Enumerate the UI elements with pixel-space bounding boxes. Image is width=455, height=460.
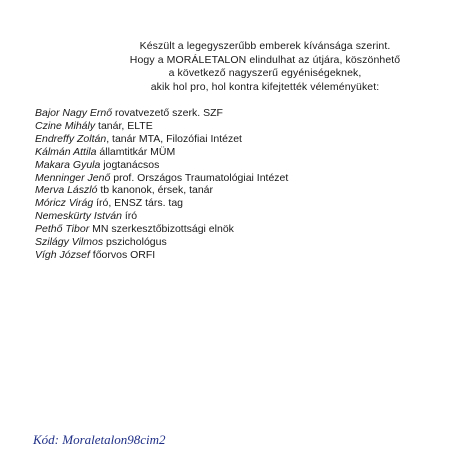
contributor-name: Makara Gyula: [35, 158, 101, 171]
contributor-entry: [35, 184, 445, 197]
contributor-entry: [35, 146, 445, 159]
contributor-role: prof. Országos Traumatológiai Intézet: [110, 171, 289, 184]
contributor-role: tb kanonok, érsek, tanár: [97, 184, 214, 197]
contributor-entry: [35, 236, 445, 249]
contributor-name: Menninger Jenő: [35, 171, 111, 184]
contributor-role: főorvos ORFI: [89, 248, 156, 261]
contributor-name: Vígh József: [35, 248, 90, 261]
contributor-name: Czine Mihály: [35, 119, 96, 132]
intro-line: Készült a legegyszerűbb emberek kívánsága szerint.: [139, 40, 391, 52]
contributor-entry: [35, 223, 445, 236]
contributor-name: Endreffy Zoltán: [35, 132, 107, 145]
contributor-name: Bajor Nagy Ernő: [35, 107, 113, 119]
contributor-entry: [35, 107, 445, 120]
contributor-list: [35, 107, 445, 262]
contributor-role: jogtanácsos: [100, 158, 160, 171]
contributor-entry: [35, 197, 445, 210]
contributor-entry: [35, 120, 445, 133]
contributor-name: Móricz Virág: [35, 197, 94, 210]
intro-paragraph: [100, 40, 430, 94]
intro-line: akik hol pro, hol kontra kifejtették véleményüket:: [150, 80, 380, 93]
contributor-entry: [35, 172, 445, 185]
contributor-entry: [35, 210, 445, 223]
contributor-entry: [35, 159, 445, 172]
contributor-role: író: [121, 210, 138, 223]
contributor-role: , tanár MTA, Filozófiai Intézet: [106, 132, 242, 145]
intro-line: Hogy a MORÁLETALON elindulhat az útjára, köszönhető: [129, 53, 401, 66]
contributor-role: MN szerkesztőbizottsági elnök: [89, 223, 234, 236]
contributor-name: Szilágy Vilmos: [35, 236, 104, 249]
contributor-role: államtitkár MÜM: [96, 145, 176, 158]
contributor-role: rovatvezető szerk. SZF: [112, 107, 223, 119]
intro-line: a következő nagyszerű egyéniségeknek,: [168, 67, 362, 80]
contributor-name: Kálmán Attila: [35, 145, 97, 158]
document-code-label: Kód: Moraletalon98cim2: [33, 432, 166, 447]
contributor-role: tanár, ELTE: [95, 119, 153, 132]
contributor-role: író, ENSZ társ. tag: [93, 197, 184, 210]
contributor-name: Nemeskürty István: [35, 210, 122, 223]
contributor-entry: [35, 133, 445, 146]
contributor-name: Merva László: [35, 184, 98, 197]
contributor-entry: [35, 249, 445, 262]
contributor-role: pszichológus: [103, 236, 167, 249]
contributor-name: Pethő Tibor: [35, 223, 90, 236]
